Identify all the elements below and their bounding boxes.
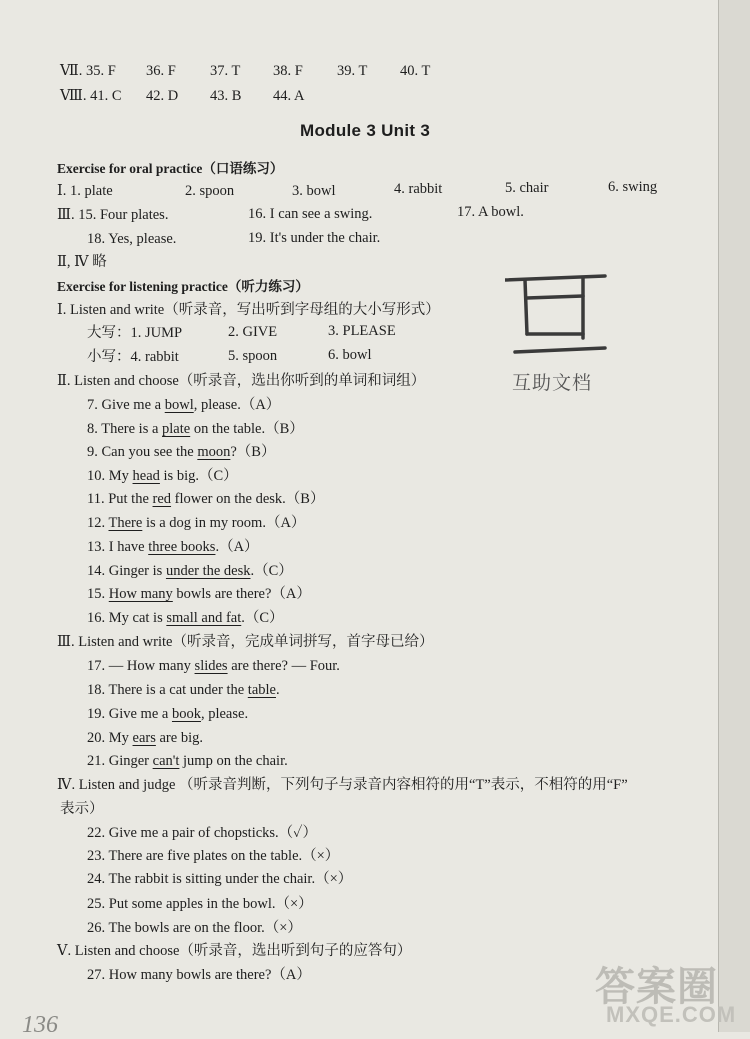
oral-15: Ⅲ. 15. Four plates. <box>57 207 169 223</box>
question-13: 13. I have three books.（A） <box>87 539 259 555</box>
oral-2: 2. spoon <box>185 183 235 199</box>
oral-3: 3. bowl <box>292 183 336 199</box>
question-22: 22. Give me a pair of chopsticks.（✓） <box>87 825 318 841</box>
question-23: 23. There are five plates on the table.（×） <box>87 848 340 864</box>
upper-1: 大写：1. JUMP <box>87 325 183 341</box>
answer-43: 43. B <box>210 88 242 104</box>
upper-3: 3. PLEASE <box>328 323 396 339</box>
answer-40: 40. T <box>400 63 431 79</box>
lower-6: 6. bowl <box>328 347 372 363</box>
question-11: 11. Put the red flower on the desk.（B） <box>87 491 325 507</box>
answer-35: Ⅶ. 35. F <box>60 63 116 79</box>
answer-41: Ⅷ. 41. C <box>60 88 122 104</box>
oral-18: 18. Yes, please. <box>87 231 177 247</box>
oral-19: 19. It's under the chair. <box>248 230 381 246</box>
question-15: 15. How many bowls are there?（A） <box>87 586 311 602</box>
upper-2: 2. GIVE <box>228 324 278 340</box>
lower-5: 5. spoon <box>228 348 278 364</box>
section-1-title: Ⅰ. Listen and write（听录音，写出听到字母组的大小写形式） <box>57 302 440 318</box>
question-19: 19. Give me a book, please. <box>87 706 249 722</box>
oral-5: 5. chair <box>505 180 549 196</box>
question-17: 17. — How many slides are there? — Four. <box>87 658 340 674</box>
watermark-logo: 答案圈 <box>595 964 718 1010</box>
answer-36: 36. F <box>146 63 176 79</box>
question-14: 14. Ginger is under the desk.（C） <box>87 563 293 579</box>
listening-heading: Exercise for listening practice（听力练习） <box>57 279 309 294</box>
oral-17: 17. A bowl. <box>457 204 524 220</box>
section-5-title: Ⅴ. Listen and choose（听录音，选出听到句子的应答句） <box>57 943 412 959</box>
question-20: 20. My ears are big. <box>87 730 203 746</box>
page-number: 136 <box>22 1012 58 1038</box>
question-26: 26. The bowls are on the floor.（×） <box>87 920 302 936</box>
question-10: 10. My head is big.（C） <box>87 468 238 484</box>
section-3-title: Ⅲ. Listen and write（听录音，完成单词拼写，首字母已给） <box>57 634 434 650</box>
oral-heading: Exercise for oral practice（口语练习） <box>57 161 284 176</box>
watermark-url: MXQE.COM <box>606 1002 737 1027</box>
question-12: 12. There is a dog in my room.（A） <box>87 515 306 531</box>
question-27: 27. How many bowls are there?（A） <box>87 967 311 983</box>
answer-39: 39. T <box>337 63 368 79</box>
question-8: 8. There is a plate on the table.（B） <box>87 421 304 437</box>
stamp-text: 互助文档 <box>512 372 593 394</box>
answer-42: 42. D <box>146 88 179 104</box>
question-25: 25. Put some apples in the bowl.（×） <box>87 896 313 912</box>
oral-1: Ⅰ. 1. plate <box>57 183 113 199</box>
question-16: 16. My cat is small and fat.（C） <box>87 610 284 626</box>
section-4-title-cont: 表示） <box>60 801 104 817</box>
page-title: Module 3 Unit 3 <box>300 121 431 140</box>
question-9: 9. Can you see the moon?（B） <box>87 444 276 460</box>
lower-4: 小写：4. rabbit <box>87 349 179 365</box>
question-21: 21. Ginger can't jump on the chair. <box>87 753 288 769</box>
oral-skip: Ⅱ, Ⅳ 略 <box>57 254 107 270</box>
answer-37: 37. T <box>210 63 241 79</box>
oral-16: 16. I can see a swing. <box>248 206 373 222</box>
question-18: 18. There is a cat under the table. <box>87 682 280 698</box>
oral-4: 4. rabbit <box>394 181 443 197</box>
answer-44: 44. A <box>273 88 305 104</box>
section-2-title: Ⅱ. Listen and choose（听录音，选出你听到的单词和词组） <box>57 373 426 389</box>
page-gutter <box>718 0 750 1032</box>
section-4-title: Ⅳ. Listen and judge （听录音判断，下列句子与录音内容相符的用“T”表示，不相符的用“F” <box>57 777 628 793</box>
oral-6: 6. swing <box>608 179 658 195</box>
question-7: 7. Give me a bowl, please.（A） <box>87 397 281 413</box>
answer-38: 38. F <box>273 63 303 79</box>
question-24: 24. The rabbit is sitting under the chair.（×） <box>87 871 353 887</box>
